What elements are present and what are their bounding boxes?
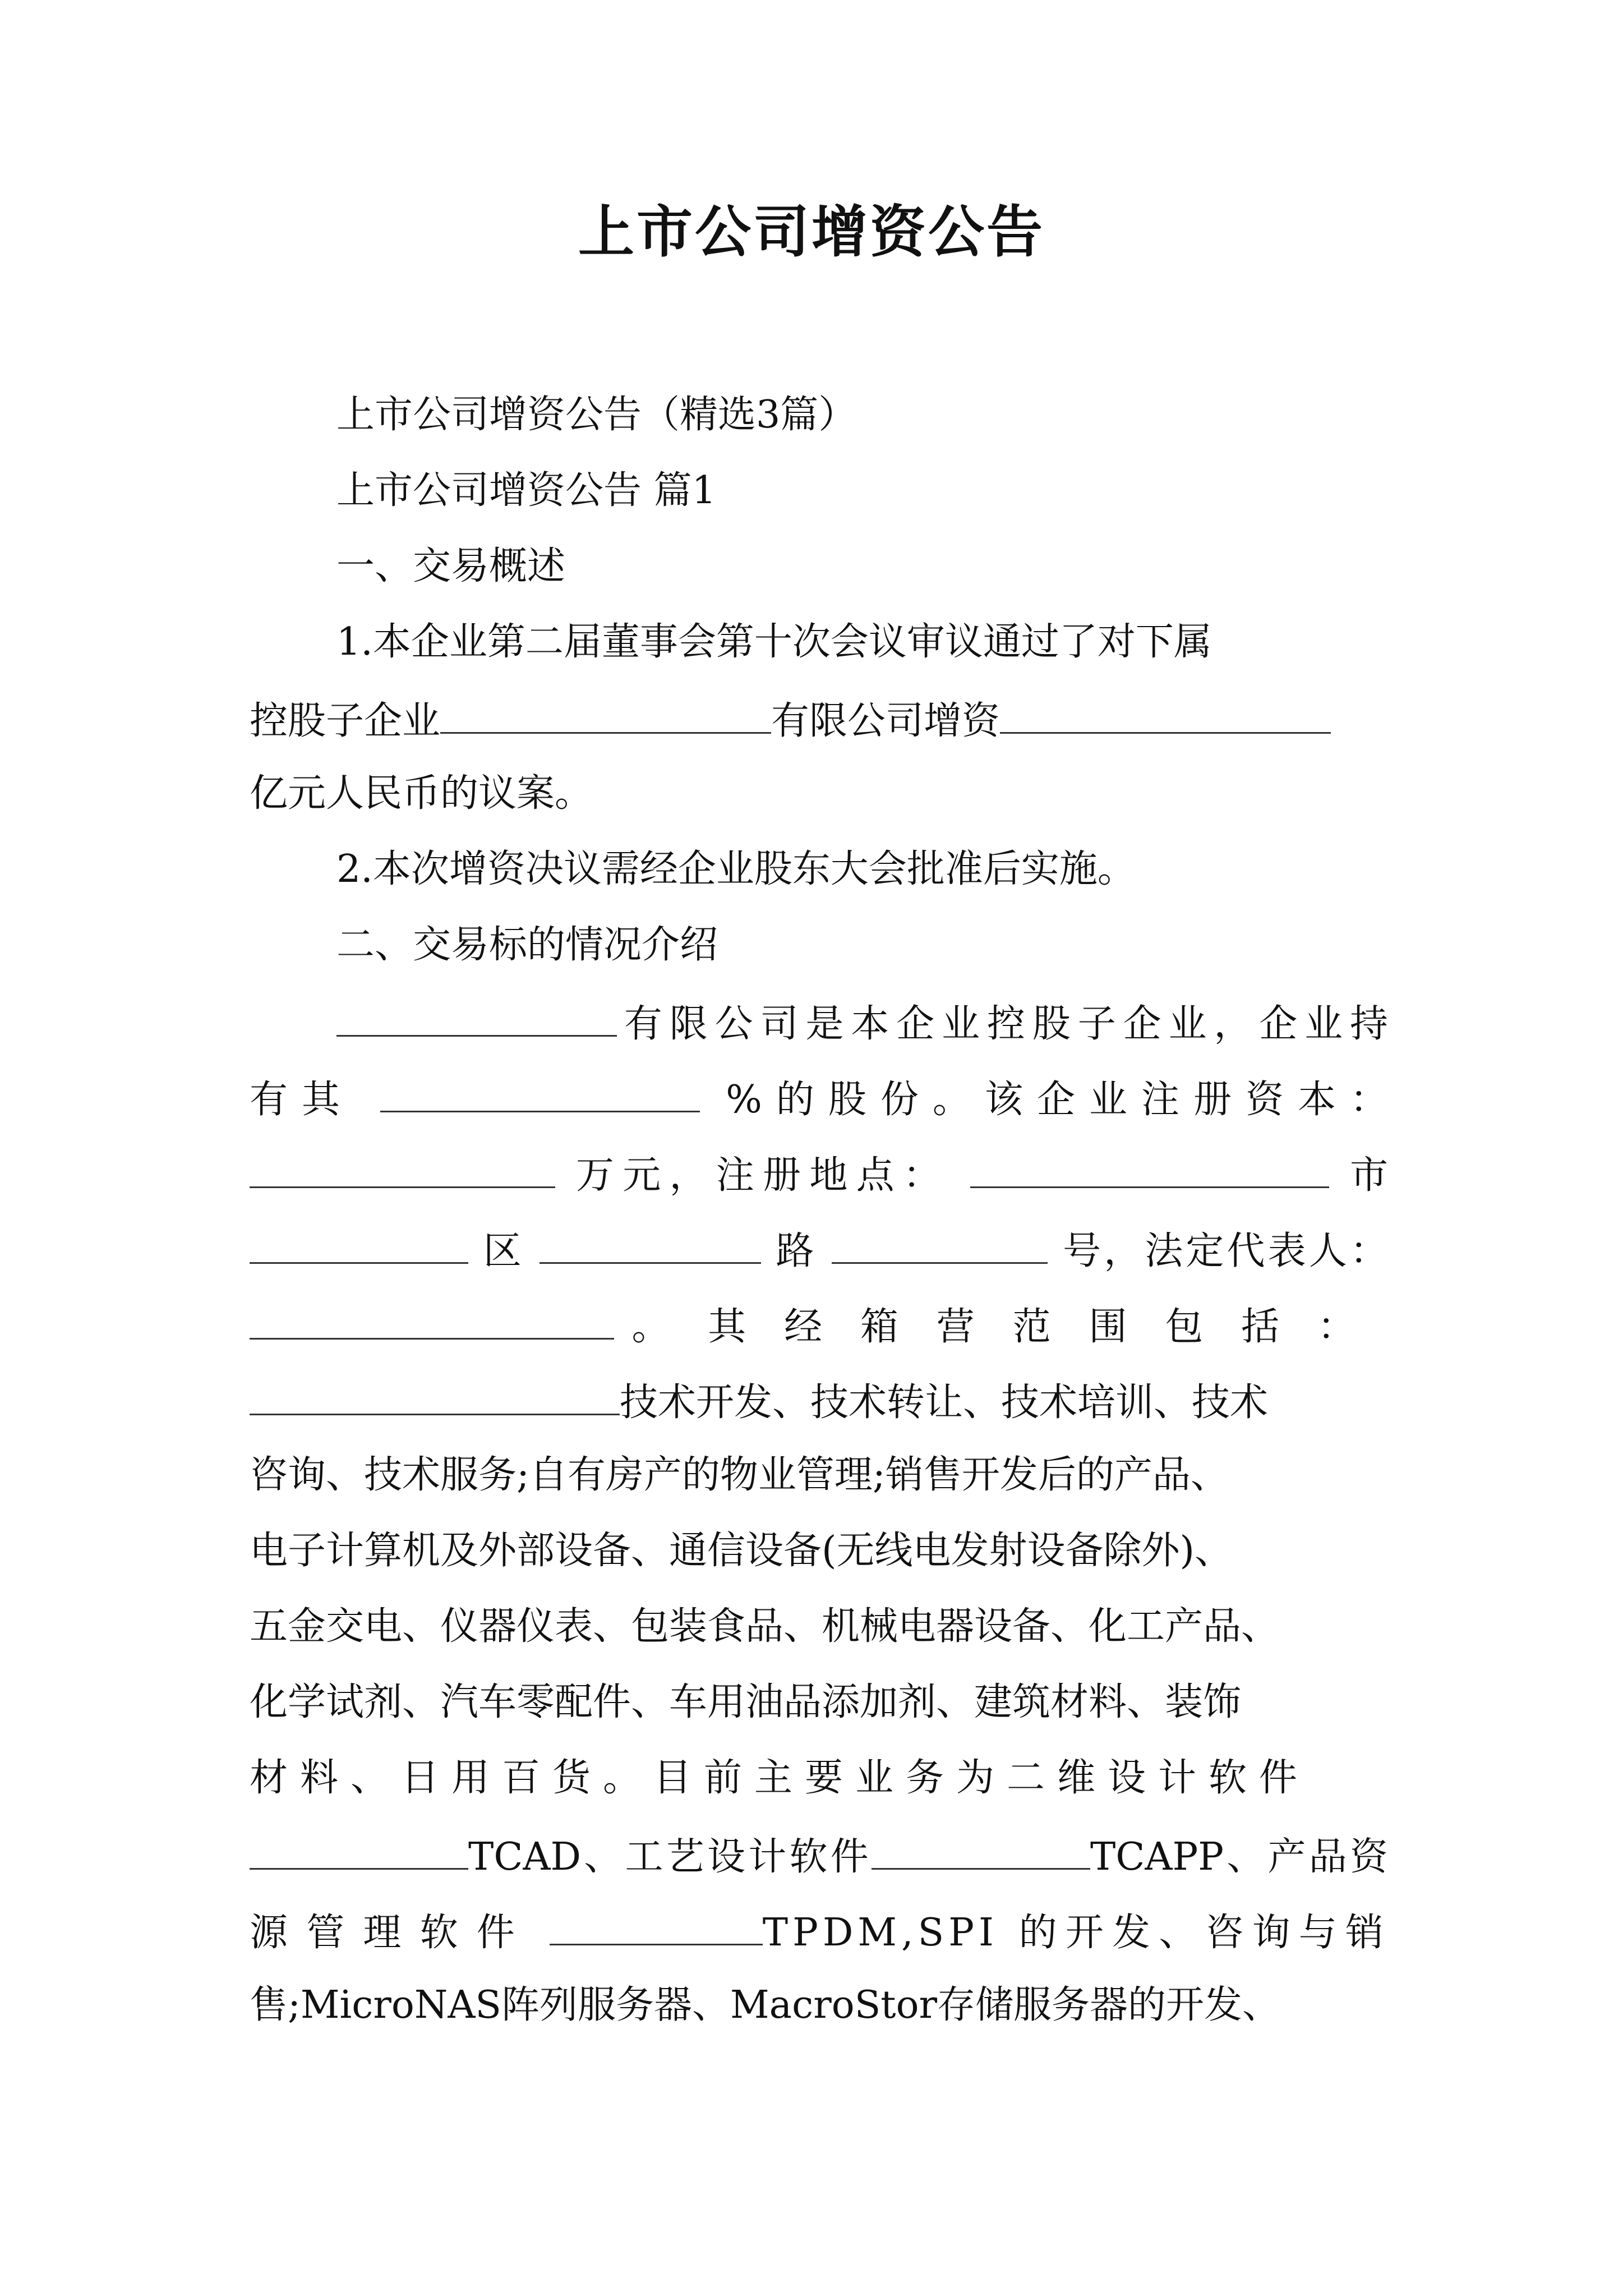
text-fragment: 。其经箱营范围包括： xyxy=(631,1305,1388,1349)
fill-blank xyxy=(440,693,771,734)
document-title: 上市公司增资公告 xyxy=(578,199,1045,265)
intro-line-5 xyxy=(250,1299,1388,1349)
document-subtitle: 上市公司增资公告（精选3篇） xyxy=(336,393,857,437)
intro-line-9: 五金交电、仪器仪表、包装食品、机械电器设备、化工产品、 xyxy=(250,1604,1280,1649)
text-fragment: TCAD、工艺设计软件 xyxy=(468,1835,872,1879)
intro-line-11: 材料、日用百货。目前主要业务为二维设计软件 xyxy=(250,1756,1310,1800)
text-fragment: TCAPP、产品资 xyxy=(1090,1835,1388,1879)
intro-line-1 xyxy=(336,996,1388,1046)
intro-line-2 xyxy=(250,1071,1388,1122)
text-fragment: 区 xyxy=(483,1229,524,1273)
text-fragment: %的股份。该企业注册资本： xyxy=(726,1078,1388,1122)
text-fragment: 路 xyxy=(776,1229,817,1273)
intro-line-10: 化学试剂、汽车零配件、车用油品添加剂、建筑材料、装饰 xyxy=(250,1680,1242,1724)
text-fragment: 号，法定代表人： xyxy=(1063,1229,1388,1273)
text-fragment: 技术开发、技术转让、技术培训、技术 xyxy=(620,1381,1269,1425)
text-fragment: 有限公司增资 xyxy=(771,699,1000,743)
text-fragment: 有其 xyxy=(250,1078,354,1122)
text-fragment: 控股子企业 xyxy=(250,699,441,743)
section-heading-2: 二、交易标的情况介绍 xyxy=(336,923,718,967)
fill-blank xyxy=(550,1904,763,1945)
fill-blank xyxy=(872,1829,1090,1870)
intro-line-14: 售;MicroNAS阵列服务器、MacroStor存储服务器的开发、 xyxy=(250,1983,1281,2027)
fill-blank xyxy=(250,1829,468,1870)
paragraph-2: 2.本次增资决议需经企业股东大会批准后实施。 xyxy=(336,847,1136,891)
text-fragment: TPDM,SPI 的开发、咨询与销 xyxy=(762,1911,1388,1955)
fill-blank xyxy=(250,1299,614,1340)
intro-line-13 xyxy=(250,1904,1388,1955)
text-fragment: 万元，注册地点： xyxy=(575,1153,950,1198)
text-fragment: 源管理软件 xyxy=(250,1911,533,1955)
fill-blank xyxy=(970,1147,1329,1188)
fill-blank xyxy=(832,1223,1048,1264)
fill-blank xyxy=(250,1374,620,1415)
intro-line-7: 咨询、技术服务;自有房产的物业管理;销售开发后的产品、 xyxy=(250,1453,1229,1497)
intro-line-8: 电子计算机及外部设备、通信设备(无线电发射设备除外)、 xyxy=(250,1529,1233,1573)
article-heading: 上市公司增资公告 篇1 xyxy=(336,468,716,513)
fill-blank xyxy=(1000,693,1331,734)
fill-blank xyxy=(250,1223,468,1264)
fill-blank xyxy=(540,1223,761,1264)
paragraph-1-line-3: 亿元人民币的议案。 xyxy=(250,771,593,816)
paragraph-1-line-1: 1.本企业第二届董事会第十次会议审议通过了对下属 xyxy=(336,620,1212,664)
intro-line-12 xyxy=(250,1829,1388,1879)
fill-blank xyxy=(380,1071,700,1112)
fill-blank xyxy=(250,1147,555,1188)
intro-line-3 xyxy=(250,1147,1388,1198)
intro-line-6 xyxy=(250,1374,1388,1425)
text-fragment: 市 xyxy=(1349,1153,1388,1198)
fill-blank xyxy=(336,996,617,1037)
text-fragment: 有限公司是本企业控股子企业，企业持 xyxy=(617,1002,1388,1046)
intro-line-4 xyxy=(250,1223,1388,1273)
paragraph-1-line-2 xyxy=(250,693,1388,743)
section-heading-1: 一、交易概述 xyxy=(336,544,566,588)
